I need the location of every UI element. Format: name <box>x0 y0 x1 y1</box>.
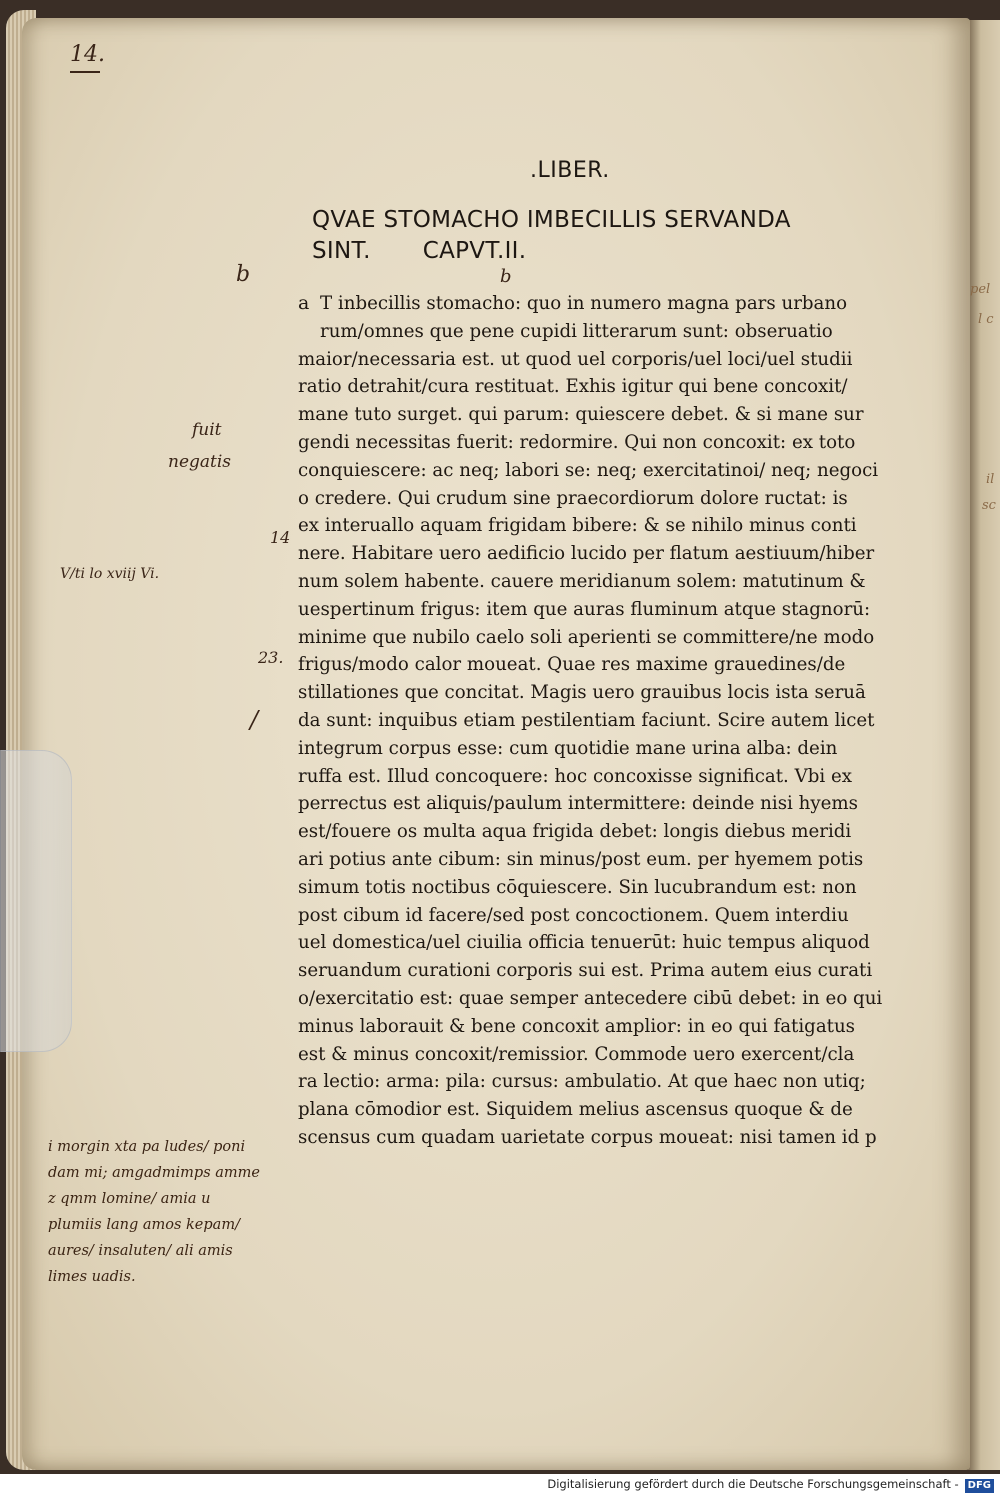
chapter-title-line <box>312 236 872 267</box>
text-line: stillationes que concitat. Magis uero grauibus locis ista seruā <box>298 682 866 704</box>
margin-fragment: l c <box>978 312 994 327</box>
text-line: maior/necessaria est. ut quod uel corporis/uel loci/uel studii <box>298 348 853 370</box>
text-line: o credere. Qui crudum sine praecordiorum dolore ructat: is <box>298 487 848 509</box>
text-line: minime que nubilo caelo soli aperienti se committere/ne modo <box>298 626 875 648</box>
dfg-logo: DFG <box>965 1479 994 1493</box>
text-line: scensus cum quadam uarietate corpus moueat: nisi tamen id p <box>298 1126 877 1148</box>
handwritten-line: limes uadis. <box>48 1269 136 1285</box>
margin-note-reference: V/ti lo xviij Vi. <box>60 566 160 582</box>
margin-fragment: pel <box>970 282 991 297</box>
text-line: plana cōmodior est. Siquidem melius ascensus quoque & de <box>298 1099 853 1121</box>
margin-fragment: il <box>986 472 995 487</box>
margin-note-b: b <box>236 262 251 287</box>
running-heading: .LIBER. <box>530 158 610 183</box>
text-line: ex interuallo aquam frigidam bibere: & se nihilo minus conti <box>298 515 857 537</box>
text-line: est & minus concoxit/remissior. Commode uero exercent/cla <box>298 1043 855 1065</box>
margin-note-b-above: b <box>500 266 512 287</box>
text-line: num solem habente. cauere meridianum solem: matutinum & <box>298 570 866 592</box>
margin-note-fuit: fuit <box>192 420 222 440</box>
next-page-edge <box>968 20 1000 1470</box>
chapter-title <box>312 205 872 267</box>
text-line: uel domestica/uel ciuilia officia tenuerūt: huic tempus aliquod <box>298 932 870 954</box>
guide-letter: a <box>298 292 310 314</box>
text-line: post cibum id facere/sed post concoctionem. Quem interdiu <box>298 904 849 926</box>
page-clip <box>0 750 72 1052</box>
footer-credit: Digitalisierung gefördert durch die Deutsche Forschungsgemeinschaft - <box>547 1477 959 1491</box>
margin-note-number: 14 <box>270 528 291 547</box>
text-line: conquiescere: ac neq; labori se: neq; exercitatinoi/ neq; negoci <box>298 459 879 481</box>
text-line: integrum corpus esse: cum quotidie mane urina alba: dein <box>298 737 838 759</box>
text-line: simum totis noctibus cōquiescere. Sin lucubrandum est: non <box>298 876 857 898</box>
digitization-footer <box>0 1474 1000 1494</box>
margin-note-negatis: negatis <box>168 452 232 472</box>
text-line-content: T inbecillis stomacho: quo in numero magna pars urbano <box>320 293 848 314</box>
text-line: da sunt: inquibus etiam pestilentiam faciunt. Scire autem licet <box>298 709 875 731</box>
text-line <box>298 290 868 318</box>
handwritten-line: i morgin xta pa ludes/ poni <box>48 1139 246 1155</box>
text-line: uespertinum frigus: item que auras fluminum atque stagnorū: <box>298 598 871 620</box>
body-text <box>298 290 883 1152</box>
chapter-title-part: SINT. <box>312 238 371 264</box>
text-line: ra lectio: arma: pila: cursus: ambulatio. At que haec non utiq; <box>298 1071 866 1093</box>
text-line: ratio detrahit/cura restituat. Exhis igitur qui bene concoxit/ <box>298 376 848 398</box>
handwritten-annotation <box>48 1134 388 1290</box>
text-line: mane tuto surget. qui parum: quiescere debet. & si mane sur <box>298 404 864 426</box>
text-line: ari potius ante cibum: sin minus/post eum. per hyemem potis <box>298 848 864 870</box>
text-line: minus laborauit & bene concoxit amplior: in eo qui fatigatus <box>298 1015 856 1037</box>
text-line: ruffa est. Illud concoquere: hoc concoxisse significat. Vbi ex <box>298 765 852 787</box>
text-line: rum/omnes que pene cupidi litterarum sunt: obseruatio <box>320 320 833 342</box>
margin-note-slash: / <box>250 706 259 734</box>
text-line: perrectus est aliquis/paulum intermittere: deinde nisi hyems <box>298 793 858 815</box>
handwritten-line: z qmm lomine/ amia u <box>48 1191 211 1207</box>
text-line: frigus/modo calor moueat. Quae res maxime grauedines/de <box>298 654 846 676</box>
handwritten-line: dam mi; amgadmimps amme <box>48 1165 260 1181</box>
handwritten-line: aures/ insaluten/ ali amis <box>48 1243 233 1259</box>
margin-fragment: sc <box>982 498 996 513</box>
margin-note-number: 23. <box>258 648 284 667</box>
text-line: gendi necessitas fuerit: redormire. Qui non concoxit: ex toto <box>298 431 856 453</box>
text-line: est/fouere os multa aqua frigida debet: longis diebus meridi <box>298 821 852 843</box>
text-line: o/exercitatio est: quae semper antecedere cibū debet: in eo qui <box>298 987 883 1009</box>
chapter-number: CAPVT.II. <box>422 238 527 264</box>
folio-number: 14. <box>70 42 100 73</box>
text-line: nere. Habitare uero aedificio lucido per flatum aestiuum/hiber <box>298 543 875 565</box>
chapter-title-line: QVAE STOMACHO IMBECILLIS SERVANDA <box>312 207 791 233</box>
handwritten-line: plumiis lang amos kepam/ <box>48 1217 240 1233</box>
text-line: seruandum curationi corporis sui est. Prima autem eius curati <box>298 960 873 982</box>
